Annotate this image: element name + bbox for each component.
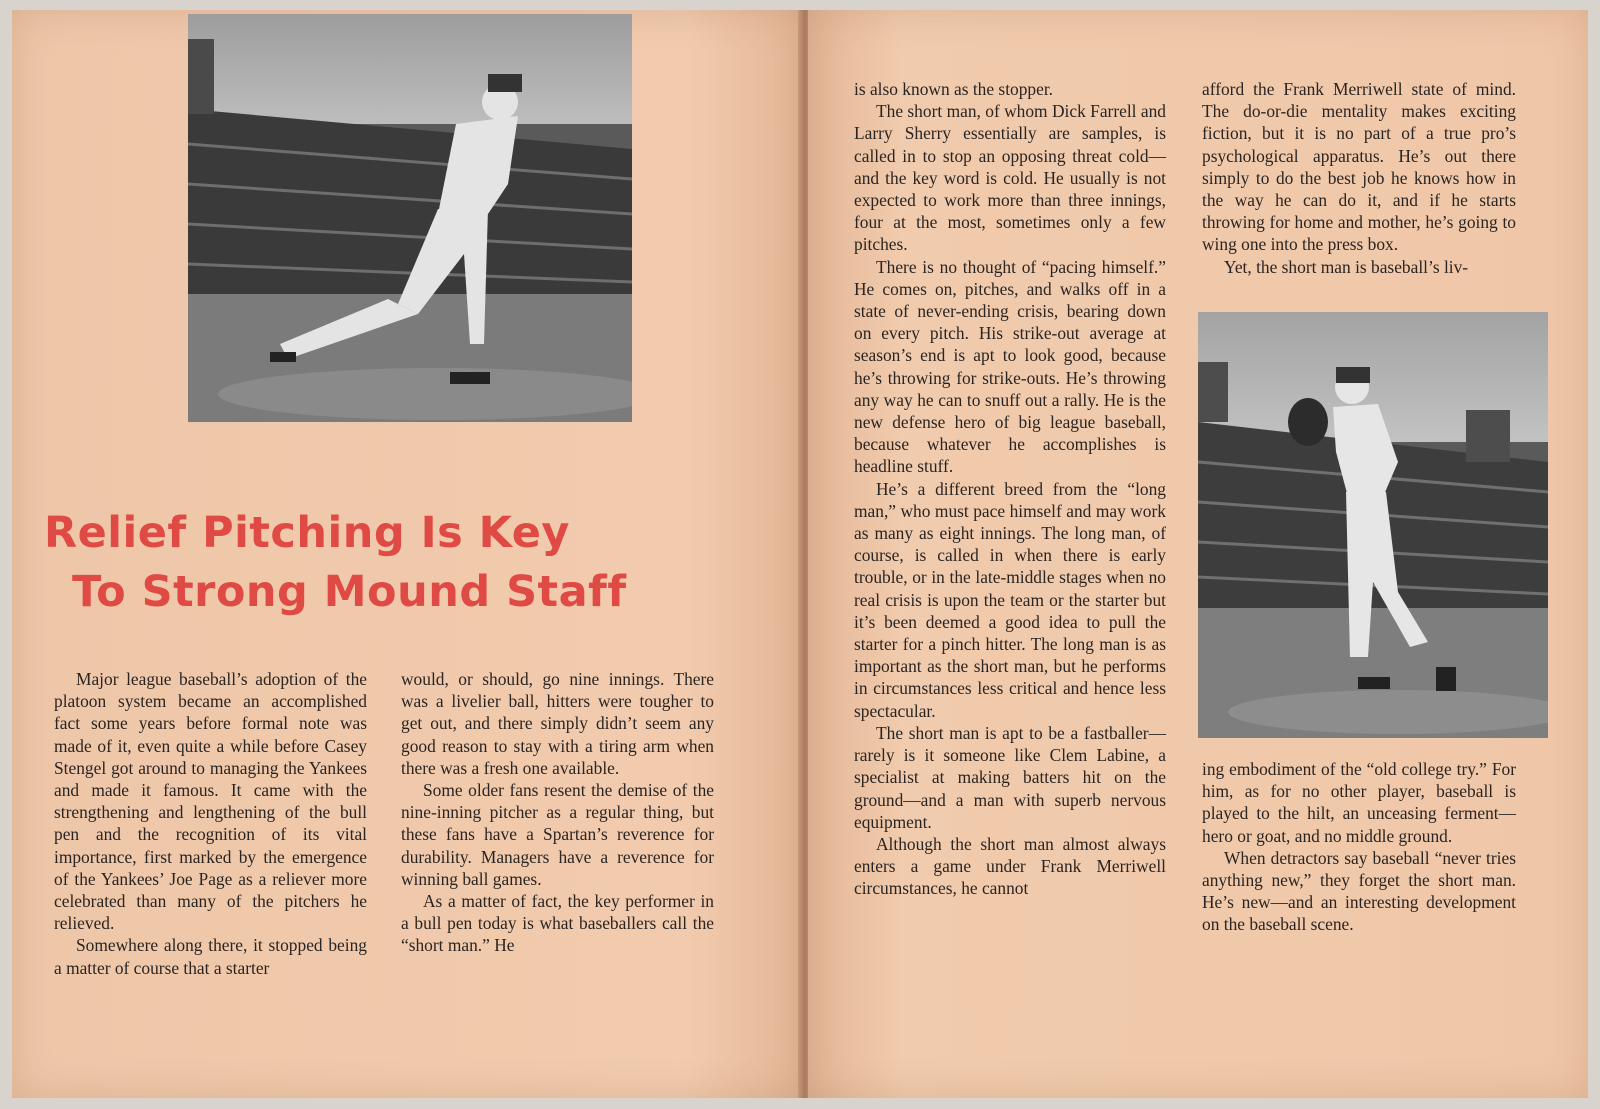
paragraph: As a matter of fact, the key performer in a bull pen today is what baseballers call the “short man.” He [401,891,714,956]
article-column-1 [54,668,367,979]
paragraph: The short man, of whom Dick Farrell and Larry Sherry essentially are samples, is called in to stop an opposing threat cold—and the key word is cold. He usually is not expected to work more than three innings, four at the most, sometimes only a few pitches. [854,101,1166,255]
paragraph: ing embodiment of the “old college try.” For him, as for no other player, baseball is played to the hilt, an unceasing ferment—hero or goat, and no middle ground. [1202,759,1516,846]
paragraph: When detractors say baseball “never tries anything new,” they forget the short man. He’s new—and an interesting development on the baseball scene. [1202,847,1516,935]
paragraph: would, or should, go nine innings. There was a livelier ball, hitters were tougher to get out, and there simply didn’t seem any good reason to stay with a tiring arm when there was a fresh one available. [401,669,714,778]
pitcher-windup-photo [188,14,632,422]
left-page [12,10,804,1098]
headline-line-2: To Strong Mound Staff [72,567,627,617]
paragraph: is also known as the stopper. [854,79,1054,99]
paragraph: Yet, the short man is baseball’s liv- [1224,256,1469,277]
paragraph: The short man is apt to be a fastballer—rarely is it someone like Clem Labine, a specialist at making batters hit on the ground—and a man with superb nervous equipment. [854,722,1166,832]
paragraph: Although the short man almost always enters a game under Frank Merriwell circumstances, he cannot [854,833,1166,899]
paragraph: Major league baseball’s adoption of the platoon system became an accomplished fact some years before formal note was made of it, even quite a while before Casey Stengel got around to managing the Yankees and made it famous. It came with the strengthening and lengthening of the bull pen and the recognition of its vital importance, first marked by the emergence of the Yankees’ Joe Page as a reliever more celebrated than many of the pitchers he relieved. [54,669,367,934]
pitcher-set-position-photo [1198,312,1548,738]
paragraph: Somewhere along there, it stopped being a matter of course that a starter [54,935,367,978]
paragraph: Some older fans resent the demise of the nine-inning pitcher as a regular thing, but these fans have a Spartan’s reverence for durability. Managers have a reverence for winning ball games. [401,780,714,889]
paragraph: afford the Frank Merriwell state of mind. The do-or-die mentality makes exciting fiction, but it is no part of a true pro’s psychological apparatus. He’s out there simply to do the best job he knows how in the way he can do it, and if he starts throwing for home and mother, he’s going to wing one into the press box. [1202,79,1516,255]
stadium-scene [1198,312,1548,738]
right-page [808,10,1588,1098]
article-column-2 [401,668,714,957]
paragraph: There is no thought of “pacing himself.” He comes on, pitches, and walks off in a state of never-ending crisis, bearing down on every pitch. His strike-out average at season’s end is apt to look good, because he’s throwing for strike-outs. He’s throwing any way he can to snuff out a rally. He is the new defense hero of big league baseball, because whatever he accomplishes is headline stuff. [854,256,1166,477]
stadium-scene [188,14,632,422]
article-column-3 [854,78,1166,900]
paragraph: He’s a different breed from the “long man,” who must pace himself and may work as many as eight innings. The long man, of course, is called in when there is early trouble, or in the late-middle stages when no real crisis is upon the team or the starter but it’s been deemed a good idea to pull the starter for a pinch hitter. The long man is as important as the short man, but he performs in circumstances less critical and hence less spectacular. [854,478,1166,721]
headline-line-1: Relief Pitching Is Key [44,508,570,558]
article-column-4-bottom [1202,758,1516,936]
article-column-4-top [1202,78,1516,278]
